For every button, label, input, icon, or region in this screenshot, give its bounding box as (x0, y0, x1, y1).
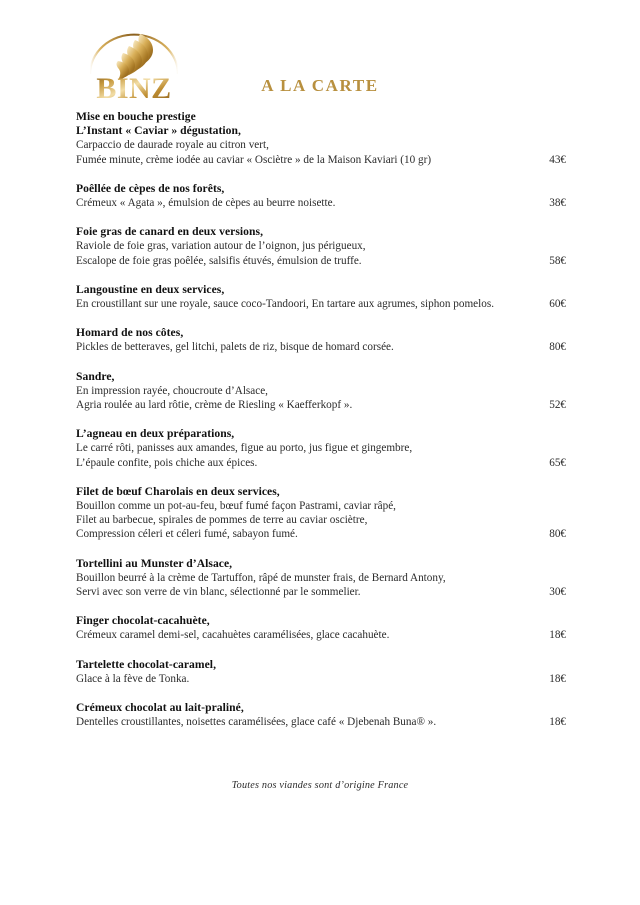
menu-item-price: 18€ (549, 672, 566, 685)
menu-item-description-row (76, 398, 566, 412)
menu-item-description: Raviole de foie gras, variation autour de l’oignon, jus périgueux, (76, 240, 366, 253)
page-title: A LA CARTE (261, 76, 379, 95)
menu-item-heading: L’agneau en deux préparations, (76, 427, 235, 441)
menu-item-heading: Tartelette chocolat-caramel, (76, 657, 217, 671)
menu-item (76, 658, 566, 686)
menu-item-description: Compression céleri et céleri fumé, sabayon fumé. (76, 528, 298, 541)
footer-origin-note: Toutes nos viandes sont d’origine France (231, 780, 409, 791)
menu-item-price: 60€ (549, 298, 566, 311)
menu-item-price: 38€ (549, 197, 566, 210)
menu-item (76, 427, 566, 470)
menu-item (76, 225, 566, 268)
menu-item-heading: Crémeux chocolat au lait-praliné, (76, 701, 244, 715)
menu-header (0, 0, 640, 100)
menu-item-price: 30€ (549, 586, 566, 599)
menu-item-description: Le carré rôti, panisses aux amandes, figue au porto, jus figue et gingembre, (76, 442, 413, 455)
menu-item-description-row (76, 456, 566, 470)
menu-item-price: 58€ (549, 254, 566, 267)
menu-item-description: Agria roulée au lard rôtie, crème de Riesling « Kaefferkopf ». (76, 399, 353, 412)
menu-item-description-row (76, 153, 566, 167)
menu-item-description-row (76, 715, 566, 729)
menu-item-description: Escalope de foie gras poêlée, salsifis étuvés, émulsion de truffe. (76, 254, 362, 267)
menu-item-description: Pickles de betteraves, gel litchi, palets de riz, bisque de homard corsée. (76, 341, 394, 354)
menu-item (76, 701, 566, 729)
menu-item-description: Bouillon comme un pot-au-feu, bœuf fumé façon Pastrami, caviar râpé, (76, 500, 396, 513)
menu-item-description-row (76, 340, 566, 354)
menu-item-description-row (76, 254, 566, 268)
menu-item-heading: Sandre, (76, 369, 115, 383)
menu-item-heading: Langoustine en deux services, (76, 282, 225, 296)
menu-item-description: Crémeux « Agata », émulsion de cèpes au beurre noisette. (76, 197, 336, 210)
menu-item-description: L’épaule confite, pois chiche aux épices. (76, 456, 258, 469)
menu-item-price: 52€ (549, 399, 566, 412)
menu-item-description-row (76, 499, 566, 513)
menu-item-heading: Finger chocolat-cacahuète, (76, 614, 210, 628)
menu-item-heading: Tortellini au Munster d’Alsace, (76, 556, 233, 570)
menu-item-description-row (76, 297, 566, 311)
menu-item-heading: Foie gras de canard en deux versions, (76, 225, 264, 239)
logo-wordmark: BINZ (96, 72, 172, 102)
menu-item (76, 283, 566, 311)
menu-item-description-row (76, 138, 566, 152)
menu-item-price: 65€ (549, 456, 566, 469)
menu-item (76, 370, 566, 413)
menu-item-description-row (76, 441, 566, 455)
menu-item-price: 43€ (549, 153, 566, 166)
menu-item-price: 80€ (549, 528, 566, 541)
menu-item-description: En impression rayée, choucroute d’Alsace, (76, 384, 268, 397)
menu-item-description-row (76, 585, 566, 599)
menu-item-description-row (76, 527, 566, 541)
menu-item-description-row (76, 384, 566, 398)
menu-item (76, 110, 566, 167)
menu-item-description: Fumée minute, crème iodée au caviar « Osciètre » de la Maison Kaviari (10 gr) (76, 153, 432, 166)
menu-item-description-row (76, 513, 566, 527)
menu-item-description: Filet au barbecue, spirales de pommes de terre au caviar osciètre, (76, 514, 368, 527)
menu-item-description-row (76, 628, 566, 642)
menu-item-description: Crémeux caramel demi-sel, cacahuètes caramélisées, glace cacahuète. (76, 629, 390, 642)
menu-item-price: 18€ (549, 629, 566, 642)
menu-item-description-row (76, 672, 566, 686)
menu-item (76, 557, 566, 600)
menu-item-heading: Homard de nos côtes, (76, 326, 184, 340)
menu-item-description: Carpaccio de daurade royale au citron vert, (76, 139, 269, 152)
menu-item-heading: L’Instant « Caviar » dégustation, (76, 124, 241, 138)
menu-item-heading: Filet de bœuf Charolais en deux services, (76, 484, 280, 498)
menu-item-description: Bouillon beurré à la crème de Tartuffon, râpé de munster frais, de Bernard Antony, (76, 571, 446, 584)
menu-item-description-row (76, 571, 566, 585)
menu-item-description: En croustillant sur une royale, sauce coco-Tandoori, En tartare aux agrumes, siphon pomelos. (76, 298, 494, 311)
menu-item-description-row (76, 196, 566, 210)
menu-item-description: Glace à la fève de Tonka. (76, 672, 190, 685)
menu-item-heading: Mise en bouche prestige (76, 110, 196, 123)
menu-item-description: Dentelles croustillantes, noisettes caramélisées, glace café « Djebenah Buna® ». (76, 716, 437, 729)
menu-items-list (76, 110, 566, 730)
menu-item-price: 18€ (549, 716, 566, 729)
menu-item (76, 485, 566, 542)
menu-item (76, 614, 566, 642)
menu-item-heading: Poêllée de cèpes de nos forêts, (76, 181, 225, 195)
menu-item (76, 326, 566, 354)
menu-item-description: Servi avec son verre de vin blanc, sélectionné par le sommelier. (76, 586, 361, 599)
menu-item-price: 80€ (549, 341, 566, 354)
menu-item (76, 182, 566, 210)
menu-item-description-row (76, 239, 566, 253)
